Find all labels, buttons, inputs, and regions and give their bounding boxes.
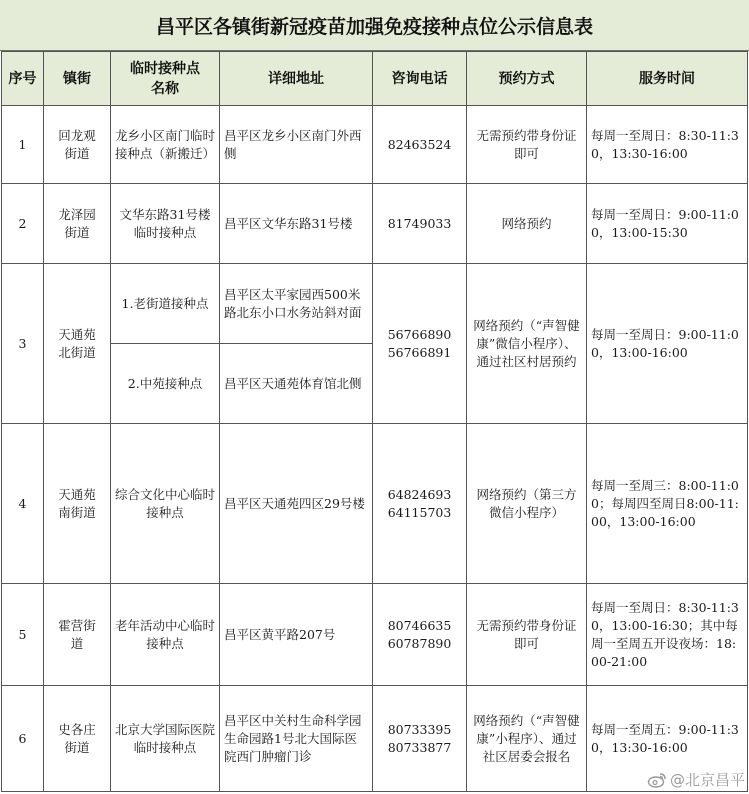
- row-phone: 81749033: [373, 184, 467, 264]
- row-address: 昌平区龙乡小区南门外西侧: [220, 106, 373, 184]
- row-address: 昌平区文华东路31号楼: [220, 184, 373, 264]
- header-street: 镇街: [44, 52, 111, 106]
- row-phone: 56766890 56766891: [373, 264, 467, 424]
- row-street: 史各庄 街道: [44, 686, 111, 792]
- row-booking: 无需预约带身份证即可: [467, 106, 587, 184]
- row-street: 霍营街 道: [44, 584, 111, 686]
- row-no: 2: [2, 184, 44, 264]
- row-hours: 每周一至周日：8:30-11:30，13:00-16:30；其中每周一至周五开设夜场：18:00-21:00: [587, 584, 748, 686]
- row-phone: 82463524: [373, 106, 467, 184]
- header-phone: 咨询电话: [373, 52, 467, 106]
- row-site: 综合文化中心临时接种点: [111, 424, 220, 584]
- row-address: 昌平区天通苑四区29号楼: [220, 424, 373, 584]
- weibo-watermark: [647, 769, 745, 790]
- row-hours: 每周一至周三：8:00-11:00；每周四至周日8:00-11:00，13:00-16:00: [587, 424, 748, 584]
- header-site: 临时接种点 名称: [111, 52, 220, 106]
- row-site: 龙乡小区南门临时接种点（新搬迁）: [111, 106, 220, 184]
- row-no: 6: [2, 686, 44, 792]
- row-site: 1.老街道接种点: [111, 264, 220, 344]
- row-booking: 无需预约带身份证即可: [467, 584, 587, 686]
- row-no: 4: [2, 424, 44, 584]
- row-street: 回龙观 街道: [44, 106, 111, 184]
- row-no: 5: [2, 584, 44, 686]
- row-phone: 64824693 64115703: [373, 424, 467, 584]
- row-booking: 网络预约: [467, 184, 587, 264]
- table-row: [2, 264, 748, 344]
- row-street: 龙泽园 街道: [44, 184, 111, 264]
- row-booking: 网络预约（第三方微信小程序）: [467, 424, 587, 584]
- weibo-icon: [647, 772, 667, 788]
- watermark-text: @北京昌平: [669, 771, 745, 789]
- page-title: 昌平区各镇街新冠疫苗加强免疫接种点位公示信息表: [0, 0, 749, 51]
- header-hours: 服务时间: [587, 52, 748, 106]
- row-hours: 每周一至周日：9:00-11:00，13:00-15:30: [587, 184, 748, 264]
- row-site: 老年活动中心临时接种点: [111, 584, 220, 686]
- row-site: 文华东路31号楼临时接种点: [111, 184, 220, 264]
- table-row: [2, 106, 748, 184]
- row-no: 3: [2, 264, 44, 424]
- table-row: [2, 184, 748, 264]
- vaccination-sites-table: [1, 51, 748, 792]
- row-address: 昌平区中关村生命科学园生命园路1号北大国际医院西门肿瘤门诊: [220, 686, 373, 792]
- header-address: 详细地址: [220, 52, 373, 106]
- table-row: [2, 424, 748, 584]
- row-booking: 网络预约（“声智健康”小程序）、通过社区居委会报名: [467, 686, 587, 792]
- row-phone: 80746635 60787890: [373, 584, 467, 686]
- table-row: [2, 686, 748, 792]
- header-booking: 预约方式: [467, 52, 587, 106]
- row-address: 昌平区黄平路207号: [220, 584, 373, 686]
- row-booking: 网络预约（“声智健康”微信小程序）、通过社区村居预约: [467, 264, 587, 424]
- row-address: 昌平区太平家园西500米路北东小口水务站斜对面: [220, 264, 373, 344]
- row-hours: 每周一至周日：8:30-11:30，13:30-16:00: [587, 106, 748, 184]
- table-row: [2, 584, 748, 686]
- row-street: 天通苑 北街道: [44, 264, 111, 424]
- header-row: [2, 52, 748, 106]
- row-no: 1: [2, 106, 44, 184]
- row-street: 天通苑 南街道: [44, 424, 111, 584]
- row-hours: 每周一至周五：9:00-11:30，13:30-16:00: [587, 686, 748, 792]
- row-address: 昌平区天通苑体育馆北侧: [220, 344, 373, 424]
- row-phone: 80733395 80733877: [373, 686, 467, 792]
- row-site: 北京大学国际医院临时接种点: [111, 686, 220, 792]
- row-site: 2.中苑接种点: [111, 344, 220, 424]
- row-hours: 每周一至周日：9:00-11:00，13:00-16:00: [587, 264, 748, 424]
- header-no: 序号: [2, 52, 44, 106]
